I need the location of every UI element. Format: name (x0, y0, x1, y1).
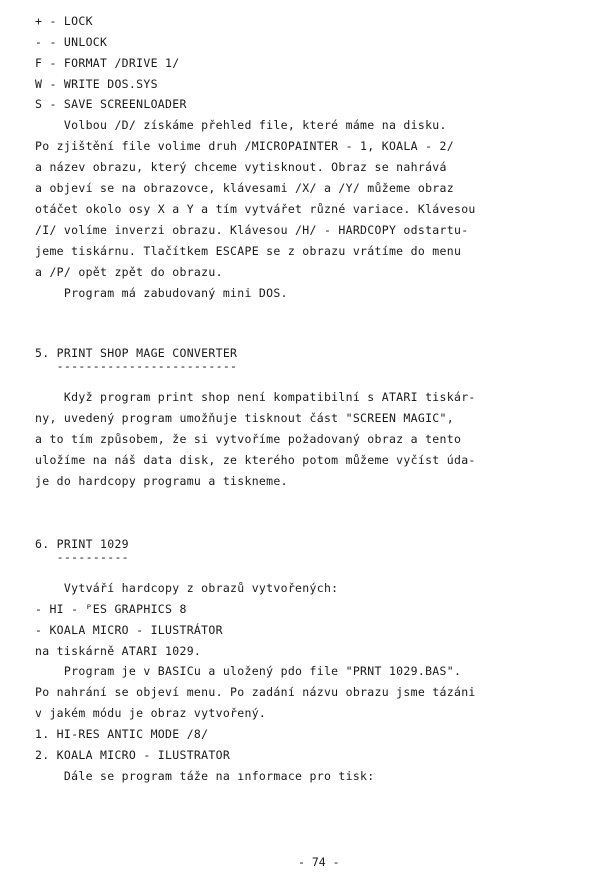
paragraph-line: ny, uvedený program umožňuje tisknout část "SCREEN MAGIC", (35, 411, 454, 425)
paragraph-line: je do hardcopy programu a tiskneme. (35, 474, 288, 488)
paragraph-line: na tiskárně ATARI 1029. (35, 644, 202, 658)
paragraph-line: a objeví se na obrazovce, klávesami /X/ a /Y/ můžeme obraz (35, 181, 454, 195)
section-6-heading: 6. PRINT 1029 (35, 537, 129, 551)
paragraph-line: a /P/ opět zpět do obrazu. (35, 265, 223, 279)
section-5-heading: 5. PRINT SHOP MAGE CONVERTER (35, 346, 238, 360)
paragraph-line: Když program print shop není kompatibilní s ATARI tiskár- (35, 390, 476, 404)
page-number: - 74 - (298, 855, 340, 869)
list-item: 1. HI-RES ANTIC MODE /8/ (35, 727, 209, 741)
menu-item-unlock: - - UNLOCK (35, 35, 108, 49)
menu-item-lock: + - LOCK (35, 14, 93, 28)
list-item: - KOALA MICRO - ILUSTRÁTOR (35, 623, 223, 637)
paragraph-line: Volbou /D/ získáme přehled file, které máme na disku. (35, 118, 447, 132)
section-6-underline: ---------- (35, 550, 129, 564)
section-5-underline: ------------------------- (35, 359, 238, 373)
paragraph-line: a název obrazu, který chceme vytisknout. Obraz se nahrává (35, 160, 447, 174)
paragraph-line: otáčet okolo osy X a Y a tím vytvářet různé variace. Klávesou (35, 202, 476, 216)
list-item: - HI - ᴾES GRAPHICS 8 (35, 602, 187, 616)
paragraph-line: Dále se program táže na ınformace pro tisk: (35, 769, 375, 783)
paragraph-line: Program má zabudovaný mini DOS. (35, 286, 288, 300)
menu-item-save-screenloader: S - SAVE SCREENLOADER (35, 97, 187, 111)
paragraph-line: /I/ volíme inverzi obrazu. Klávesou /H/ - HARDCOPY odstartu- (35, 223, 469, 237)
paragraph-line: v jakém módu je obraz vytvořený. (35, 706, 267, 720)
paragraph-line: Vytváří hardcopy z obrazů vytvořených: (35, 581, 339, 595)
paragraph-line: a to tím způsobem, že si vytvoříme požadovaný obraz a tento (35, 432, 462, 446)
paragraph-line: jeme tiskárnu. Tlačítkem ESCAPE se z obrazu vrátíme do menu (35, 244, 462, 258)
paragraph-line: uložíme na náš data disk, ze kterého potom můžeme vyčíst úda- (35, 453, 476, 467)
paragraph-line: Program je v BASICu a uložený pdo file "PRNT 1029.BAS". (35, 664, 462, 678)
menu-item-format: F - FORMAT /DRIVE 1/ (35, 56, 180, 70)
list-item: 2. KOALA MICRO - ILUSTRATOR (35, 748, 231, 762)
paragraph-line: Po zjištění file volime druh /MICROPAINTER - 1, KOALA - 2/ (35, 139, 454, 153)
paragraph-line: Po nahrání se objeví menu. Po zadání názvu obrazu jsme tázáni (35, 685, 476, 699)
menu-item-write-dos: W - WRITE DOS.SYS (35, 77, 158, 91)
